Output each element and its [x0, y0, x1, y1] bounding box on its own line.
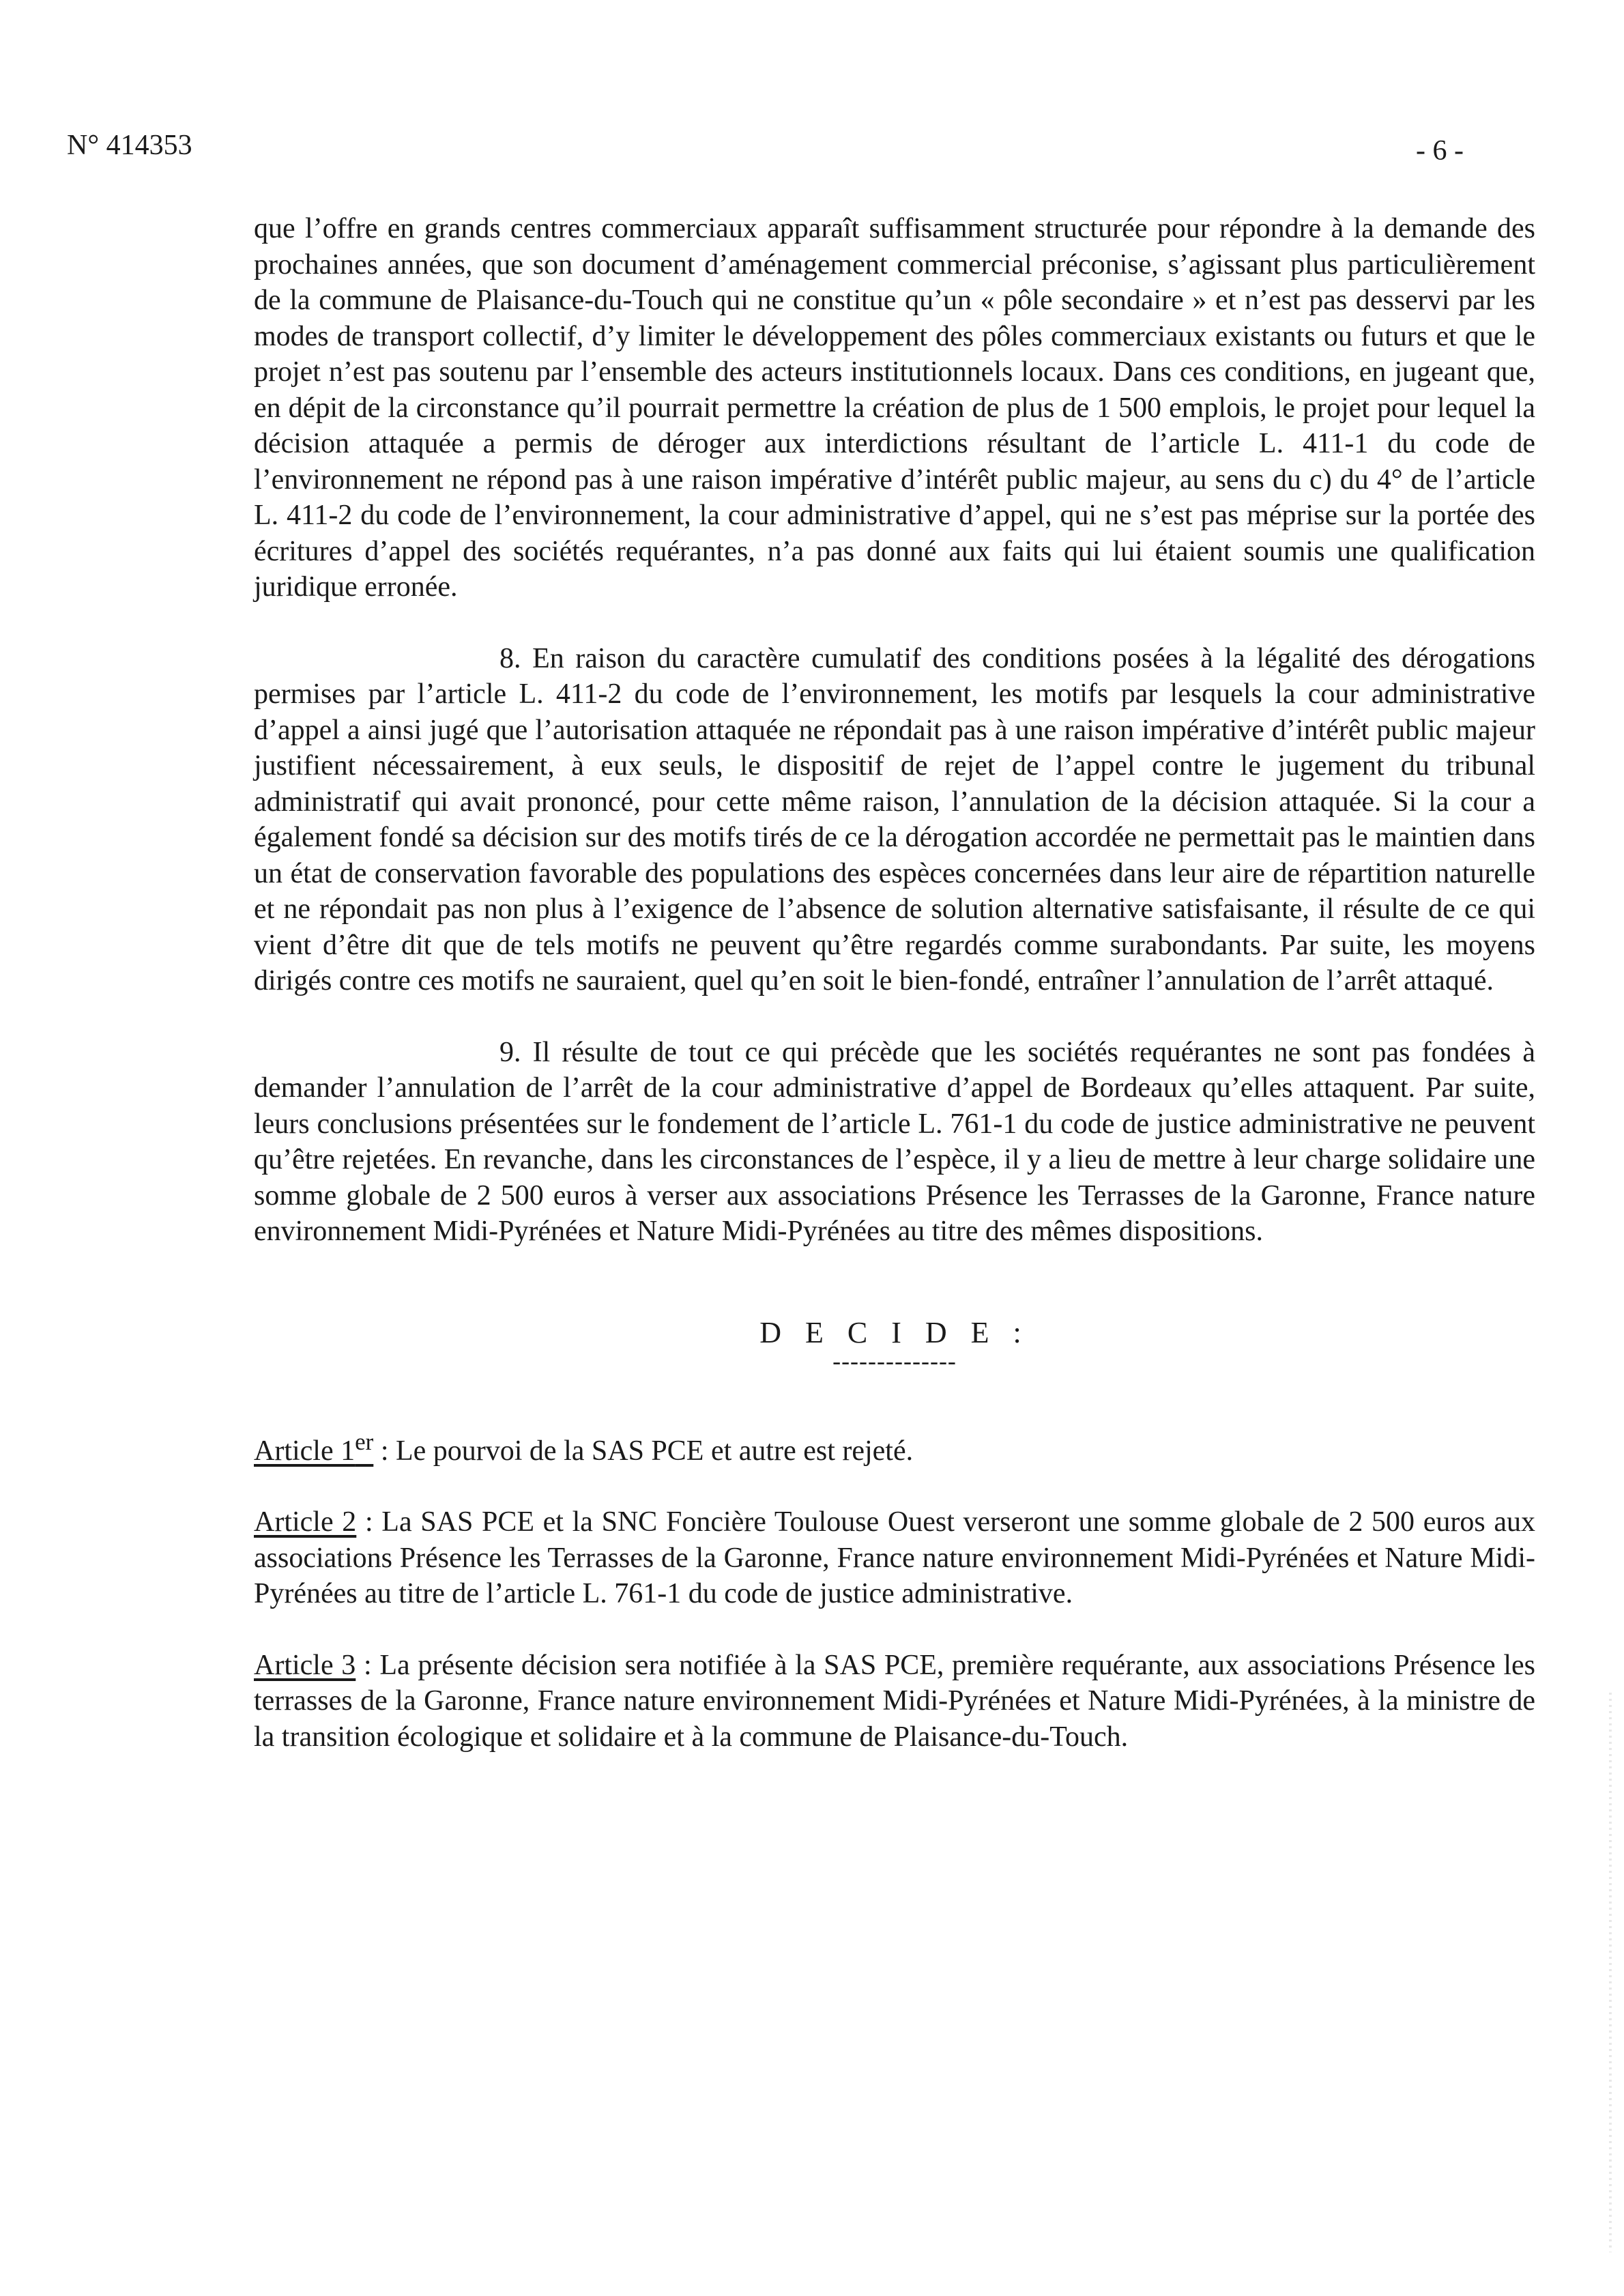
scan-edge-artifact [1609, 1693, 1612, 2252]
article-2 [254, 1504, 1535, 1612]
article-2-label: Article 2 [254, 1506, 357, 1538]
decision-heading-block [254, 1315, 1535, 1375]
article-1-label: Article 1er [254, 1428, 374, 1467]
article-3-text: : La présente décision sera notifiée à la SAS PCE, première requérante, aux associations Présence les terrasses de la Garonne, France nature environnement Midi-Pyrénées et Nature Midi-Pyrénées, à la ministre de la transition écologique et solidaire et à la commune de Plaisance-du-Touch. [254, 1649, 1535, 1753]
decide-heading: D E C I D E : [759, 1315, 1030, 1349]
page-number: - 6 - [1416, 135, 1464, 167]
article-1-text: : Le pourvoi de la SAS PCE et autre est rejeté. [373, 1435, 914, 1467]
article-1 [254, 1424, 1535, 1469]
paragraph-7-continuation: que l’offre en grands centres commerciaux apparaît suffisamment structurée pour répondre à la demande des prochaines années, que son document d’aménagement commercial préconise, s’agissant plus particulièrement de la commune de Plaisance-du-Touch qui ne constitue qu’un « pôle secondaire » et n’est pas desservi par les modes de transport collectif, d’y limiter le développement des pôles commerciaux existants ou futurs et que le projet n’est pas soutenu par l’ensemble des acteurs institutionnels locaux. Dans ces conditions, en jugeant que, en dépit de la circonstance qu’il pourrait permettre la création de plus de 1 500 emplois, le projet pour lequel la décision attaquée a permis de déroger aux interdictions résultant de l’article L. 411-1 du code de l’environnement ne répond pas à une raison impérative d’intérêt public majeur, au sens du c) du 4° de l’article L. 411-2 du code de l’environnement, la cour administrative d’appel, qui ne s’est pas méprise sur la portée des écritures d’appel des sociétés requérantes, n’a pas donné aux faits qui lui étaient soumis une qualification juridique erronée. [254, 213, 1535, 603]
article-3 [254, 1648, 1535, 1755]
decide-underline: -------------- [832, 1347, 957, 1375]
document-body [254, 211, 1535, 1790]
article-3-label: Article 3 [254, 1649, 356, 1681]
paragraph-8: 8. En raison du caractère cumulatif des conditions posées à la légalité des dérogations permises par l’article L. 411-2 du code de l’environnement, les motifs par lesquels la cour administrative d’appel a ainsi jugé que l’autorisation attaquée ne répondait pas à une raison impérative d’intérêt public majeur justifient nécessairement, à eux seuls, le dispositif de rejet de l’appel contre le jugement du tribunal administratif qui avait prononcé, pour cette même raison, l’annulation de la décision attaquée. Si la cour a également fondé sa décision sur des motifs tirés de ce la dérogation accordée ne permettait pas le maintien dans un état de conservation favorable des populations des espèces concernées dans leur aire de répartition naturelle et ne répondait pas non plus à l’exigence de l’absence de solution alternative satisfaisante, il résulte de ce qui vient d’être dit que de tels motifs ne peuvent qu’être regardés comme surabondants. Par suite, les moyens dirigés contre ces motifs ne sauraient, quel qu’en soit le bien-fondé, entraîner l’annulation de l’arrêt attaqué. [254, 642, 1535, 996]
case-number: N° 414353 [67, 130, 192, 161]
article-2-text: : La SAS PCE et la SNC Foncière Toulouse Ouest verseront une somme globale de 2 500 euros aux associations Présence les Terrasses de la Garonne, France nature environnement Midi-Pyrénées et Nature Midi-Pyrénées au titre de l’article L. 761-1 du code de justice administrative. [254, 1506, 1535, 1609]
articles-list [254, 1424, 1535, 1755]
paragraph-9: 9. Il résulte de tout ce qui précède que les sociétés requérantes ne sont pas fondées à demander l’annulation de l’arrêt de la cour administrative d’appel de Bordeaux qu’elles attaquent. Par suite, leurs conclusions présentées sur le fondement de l’article L. 761-1 du code de justice administrative ne peuvent qu’être rejetées. En revanche, dans les circonstances de l’espèce, il y a lieu de mettre à leur charge solidaire une somme globale de 2 500 euros à verser aux associations Présence les Terrasses de la Garonne, France nature environnement Midi-Pyrénées et Nature Midi-Pyrénées au titre des mêmes dispositions. [254, 1036, 1535, 1247]
